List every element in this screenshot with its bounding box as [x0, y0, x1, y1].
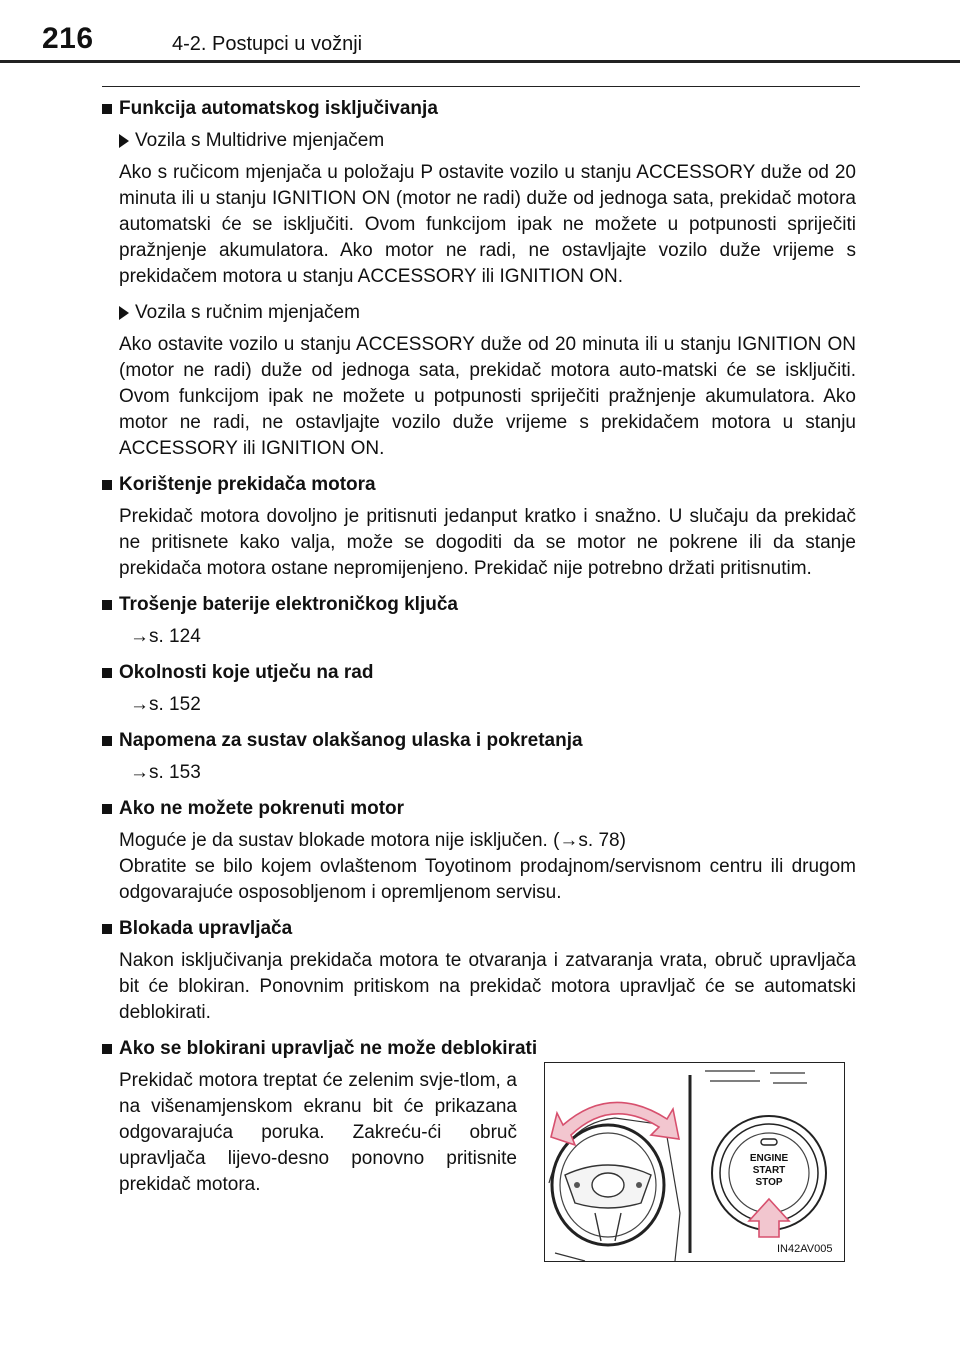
- page-reference-link[interactable]: →s. 153: [130, 762, 201, 783]
- paragraph: Moguće je da sustav blokade motora nije isključen. (→s. 78): [119, 830, 626, 851]
- square-bullet-icon: [102, 924, 112, 934]
- section-heading: [100, 660, 856, 686]
- subheading-text: Vozila s ručnim mjenjačem: [135, 302, 360, 323]
- page-reference-link[interactable]: →s. 152: [130, 694, 201, 715]
- content-rule: [102, 86, 860, 87]
- page-number: 216: [42, 22, 94, 55]
- heading-text: Blokada upravljača: [119, 918, 293, 939]
- page-reference-link[interactable]: →s. 124: [130, 626, 201, 647]
- subheading: [119, 128, 856, 154]
- page-header: [0, 0, 960, 62]
- square-bullet-icon: [102, 1044, 112, 1054]
- rotate-arrow-icon: [551, 1102, 679, 1145]
- figure-code: IN42AV005: [777, 1243, 833, 1255]
- heading-text: Funkcija automatskog isključivanja: [119, 98, 438, 119]
- heading-text: Korištenje prekidača motora: [119, 474, 376, 495]
- square-bullet-icon: [102, 668, 112, 678]
- button-label-engine: ENGINE: [749, 1153, 789, 1164]
- heading-text: Ako se blokirani upravljač ne može deblokirati: [119, 1038, 538, 1059]
- heading-text: Ako ne možete pokrenuti motor: [119, 798, 405, 819]
- square-bullet-icon: [102, 736, 112, 746]
- button-label-stop: STOP: [755, 1177, 783, 1188]
- square-bullet-icon: [102, 480, 112, 490]
- square-bullet-icon: [102, 600, 112, 610]
- section-heading: [100, 796, 856, 822]
- header-divider: [0, 60, 960, 63]
- paragraph: Prekidač motora dovoljno je pritisnuti jedanput kratko i snažno. U slučaju da prekidač ne pritisnete kako valja, može se dogoditi da se motor ne pokrene ili da stanje prekidača motora ostane nepromijenjeno. Prekidač nije potrebno držati pritisnutim.: [119, 506, 856, 579]
- section-title: 4-2. Postupci u vožnji: [172, 33, 363, 55]
- heading-text: Trošenje baterije elektroničkog ključa: [119, 594, 458, 615]
- triangle-bullet-icon: [119, 306, 129, 320]
- subheading: [119, 300, 856, 326]
- page-content: [100, 96, 856, 1198]
- section-heading: [100, 728, 856, 754]
- section-heading: [100, 1036, 856, 1062]
- steering-wheel-illustration: [544, 1062, 845, 1262]
- paragraph: Ako s ručicom mjenjača u položaju P ostavite vozilo u stanju ACCESSORY duže od 20 minuta ili u stanju IGNITION ON (motor ne radi) duže od jednoga sata, prekidač motora automatski će se isključiti. Ovom funkcijom ipak ne možete u potpunosti spriječiti pražnjenje akumulatora. Ako motor ne radi, ne ostavljajte vozilo duže vrijeme s prekidačem motora u stanju ACCESSORY ili IGNITION ON.: [119, 162, 856, 287]
- square-bullet-icon: [102, 804, 112, 814]
- paragraph: Obratite se bilo kojem ovlaštenom Toyotinom prodajnom/servisnom centru ili drugom odgovarajuće osposobljenom i opremljenom servisu.: [119, 856, 856, 903]
- indicator-light-icon: [761, 1139, 777, 1145]
- triangle-bullet-icon: [119, 134, 129, 148]
- paragraph: Ako ostavite vozilo u stanju ACCESSORY duže od 20 minuta ili u stanju IGNITION ON (motor ne radi) duže od jednoga sata, prekidač motora auto-matski će se isključiti. Ovom funkcijom ipak ne možete u potpunosti spriječiti pražnjenje akumulatora. Ako motor ne radi, ne ostavljajte vozilo duže vrijeme s prekidačem motora u stanju ACCESSORY ili IGNITION ON.: [119, 334, 856, 459]
- section-heading: [100, 96, 856, 122]
- paragraph: Nakon isključivanja prekidača motora te otvaranja i zatvaranja vrata, obruč upravljača bit će blokiran. Ponovnim pritiskom na prekidač motora upravljač će se automatski deblokirati.: [119, 950, 856, 1023]
- paragraph: Prekidač motora treptat će zelenim svje-tlom, a na višenamjenskom ekranu bit će prikazana odgovarajuća poruka. Zakreću-ći obruč upravljača lijevo-desno ponovno pritisnite prekidač motora.: [119, 1070, 517, 1195]
- section-heading: [100, 916, 856, 942]
- section-heading: [100, 472, 856, 498]
- button-label-start: START: [752, 1165, 786, 1176]
- dashboard-lines: [705, 1071, 807, 1083]
- section-heading: [100, 592, 856, 618]
- subheading-text: Vozila s Multidrive mjenjačem: [135, 130, 385, 151]
- heading-text: Okolnosti koje utječu na rad: [119, 662, 374, 683]
- heading-text: Napomena za sustav olakšanog ulaska i pokretanja: [119, 730, 583, 751]
- square-bullet-icon: [102, 104, 112, 114]
